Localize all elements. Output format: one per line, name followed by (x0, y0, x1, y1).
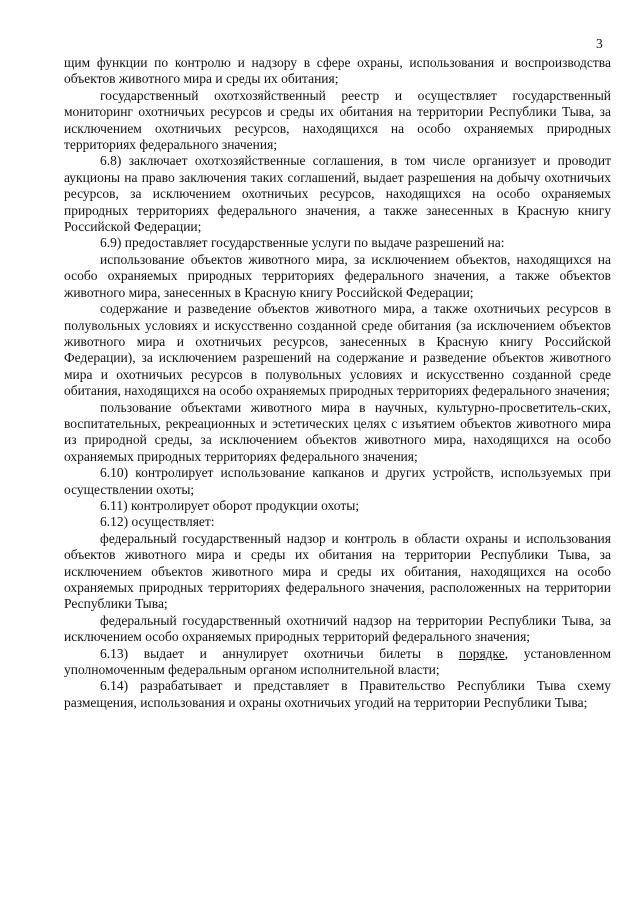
paragraph: государственный охотхозяйственный реестр и осуществляет государственный мониторинг охотничьих ресурсов и среды их обитания на территории Республики Тыва, за исключением охотничьих ресурсов, находящихся на особо охраняемых природных территориях федерального значения; (64, 87, 611, 153)
paragraph: щим функции по контролю и надзору в сфере охраны, использования и воспроизводства объектов животного мира и среды их обитания; (64, 55, 611, 87)
paragraph-text: , установленном уполномоченным федеральным органом исполнительной власти; (64, 645, 611, 678)
paragraph: федеральный государственный охотничий надзор на территории Республики Тыва, за исключением особо охраняемых природных территорий федерального значения; (64, 612, 611, 645)
paragraph: содержание и разведение объектов животного мира, а также охотничьих ресурсов в полувольных условиях и искусственно созданной среде обитания (за исключением объектов животного мира и охотничьих ресурсов, занесенных в Красную книгу Российской Федерации), за исключением разрешений на содержание и разведение объектов животного мира и охотничьих ресурсов в полувольных условиях и искусственно созданной среде обитания, находящихся на особо охраняемых природных территориях федерального значения; (64, 301, 611, 399)
paragraph-text: 6.13) выдает и аннулирует охотничьи билеты в (100, 645, 459, 661)
paragraph-6-13 (64, 646, 611, 679)
paragraph: федеральный государственный надзор и контроль в области охраны и использования объектов животного мира и среды их обитания на территории Республики Тыва, за исключением объектов животного мира и среды их обитания, находящихся на особо охраняемых природных территориях федерального значения, расположенных на территории Республики Тыва; (64, 530, 611, 612)
paragraph: 6.10) контролирует использование капканов и других устройств, используемых при осуществлении охоты; (64, 465, 611, 497)
paragraph-6-14: 6.14) разрабатывает и представляет в Правительство Республики Тыва схему размещения, использования и охраны охотничьих угодий на территории Республики Тыва; (64, 678, 611, 710)
paragraph: 6.9) предоставляет государственные услуги по выдаче разрешений на: (100, 235, 505, 251)
paragraph: 6.8) заключает охотхозяйственные соглашения, в том числе организует и проводит аукционы на право заключения таких соглашений, выдает разрешения на добычу охотничьих ресурсов, за исключением охотничьих ресурсов, находящихся на особо охраняемых природных территориях федерального значения, а также занесенных в Красную книгу Российской Федерации; (64, 153, 611, 235)
paragraph: 6.11) контролирует оборот продукции охоты; (100, 497, 360, 513)
poryadke-link[interactable]: порядке (458, 645, 505, 661)
paragraph: пользование объектами животного мира в научных, культурно-просветитель-ских, воспитательных, рекреационных и эстетических целях с изъятием объектов животного мира из природной среды, за исключением объектов животного мира, находящихся на особо охраняемых природных территориях федерального значения; (64, 399, 611, 464)
paragraph: 6.12) осуществляет: (100, 514, 215, 530)
page-number: 3 (596, 36, 603, 51)
document-body (64, 55, 611, 711)
paragraph: использование объектов животного мира, за исключением объектов, находящихся на особо охраняемых природных территориях федерального значения, а также объектов животного мира, занесенных в Красную книгу Российской Федерации; (64, 251, 611, 300)
